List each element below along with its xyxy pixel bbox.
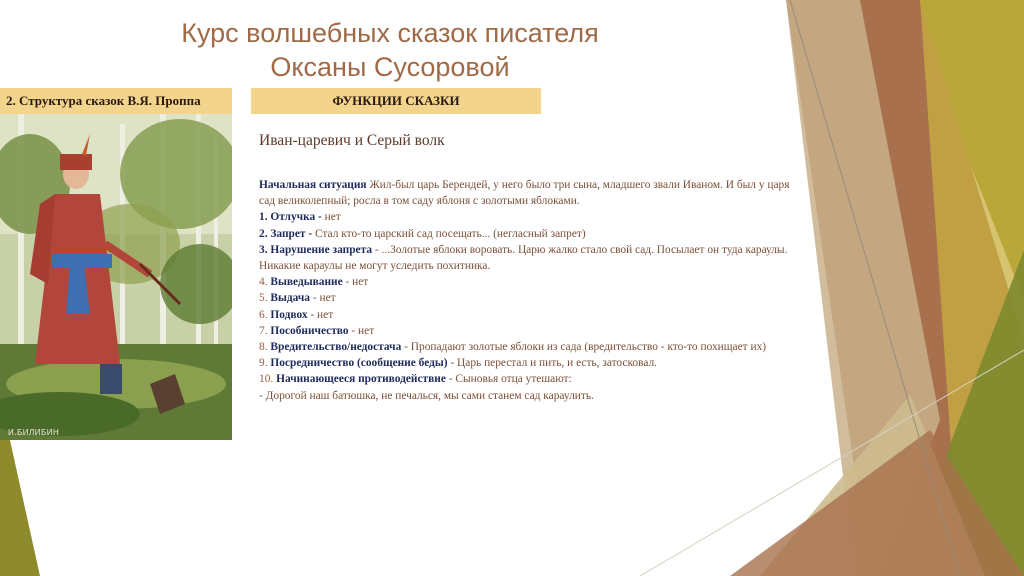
list-item: 1. Отлучка - нет <box>259 211 341 224</box>
list-item: - Дорогой наш батюшка, не печалься, мы сами станем сад караулить. <box>259 389 594 402</box>
list-item: Никакие караулы не могут уследить похитника. <box>259 260 491 273</box>
list-item: 2. Запрет - Стал кто-то царский сад посещать... (негласный запрет) <box>259 227 586 240</box>
list-item: Начальная ситуация Жил-был царь Берендей, у него было три сына, младшего звали Иваном. И был у царя <box>259 179 790 191</box>
list-item: 3. Нарушение запрета - ...Золотые яблоки воровать. Царю жалко стало свой сад. Посылает он туда караулы. <box>259 243 788 256</box>
list-item: 6. Подвох - нет <box>259 308 334 321</box>
list-item: 5. Выдача - нет <box>259 292 336 305</box>
illustration-signature: И.БИЛИБИН <box>8 428 60 437</box>
list-item: 9. Посредничество (сообщение беды) - Царь перестал и пить, и есть, затосковал. <box>259 357 658 370</box>
slide-title <box>130 16 650 84</box>
list-item: 8. Вредительство/недостача - Пропадают золотые яблоки из сада (вредительство - кто-то похищает их) <box>259 341 767 354</box>
title-line-1: Курс волшебных сказок писателя <box>181 18 599 48</box>
functions-header: ФУНКЦИИ СКАЗКИ <box>251 88 541 114</box>
list-item: 4. Выведывание - нет <box>259 276 369 289</box>
ivan-tsarevich-illustration <box>0 114 232 440</box>
title-line-2: Оксаны Сусоровой <box>270 52 510 82</box>
list-item: сад великолепный; росла в том саду яблоня с золотыми яблоками. <box>259 195 580 208</box>
functions-list <box>259 177 859 404</box>
list-item: 7. Пособничество - нет <box>259 324 375 337</box>
tale-subtitle: Иван-царевич и Серый волк <box>259 132 445 149</box>
left-caption: 2. Структура сказок В.Я. Проппа <box>0 88 232 114</box>
list-item: 10. Начинающееся противодействие - Сыновья отца утешают: <box>259 373 572 386</box>
